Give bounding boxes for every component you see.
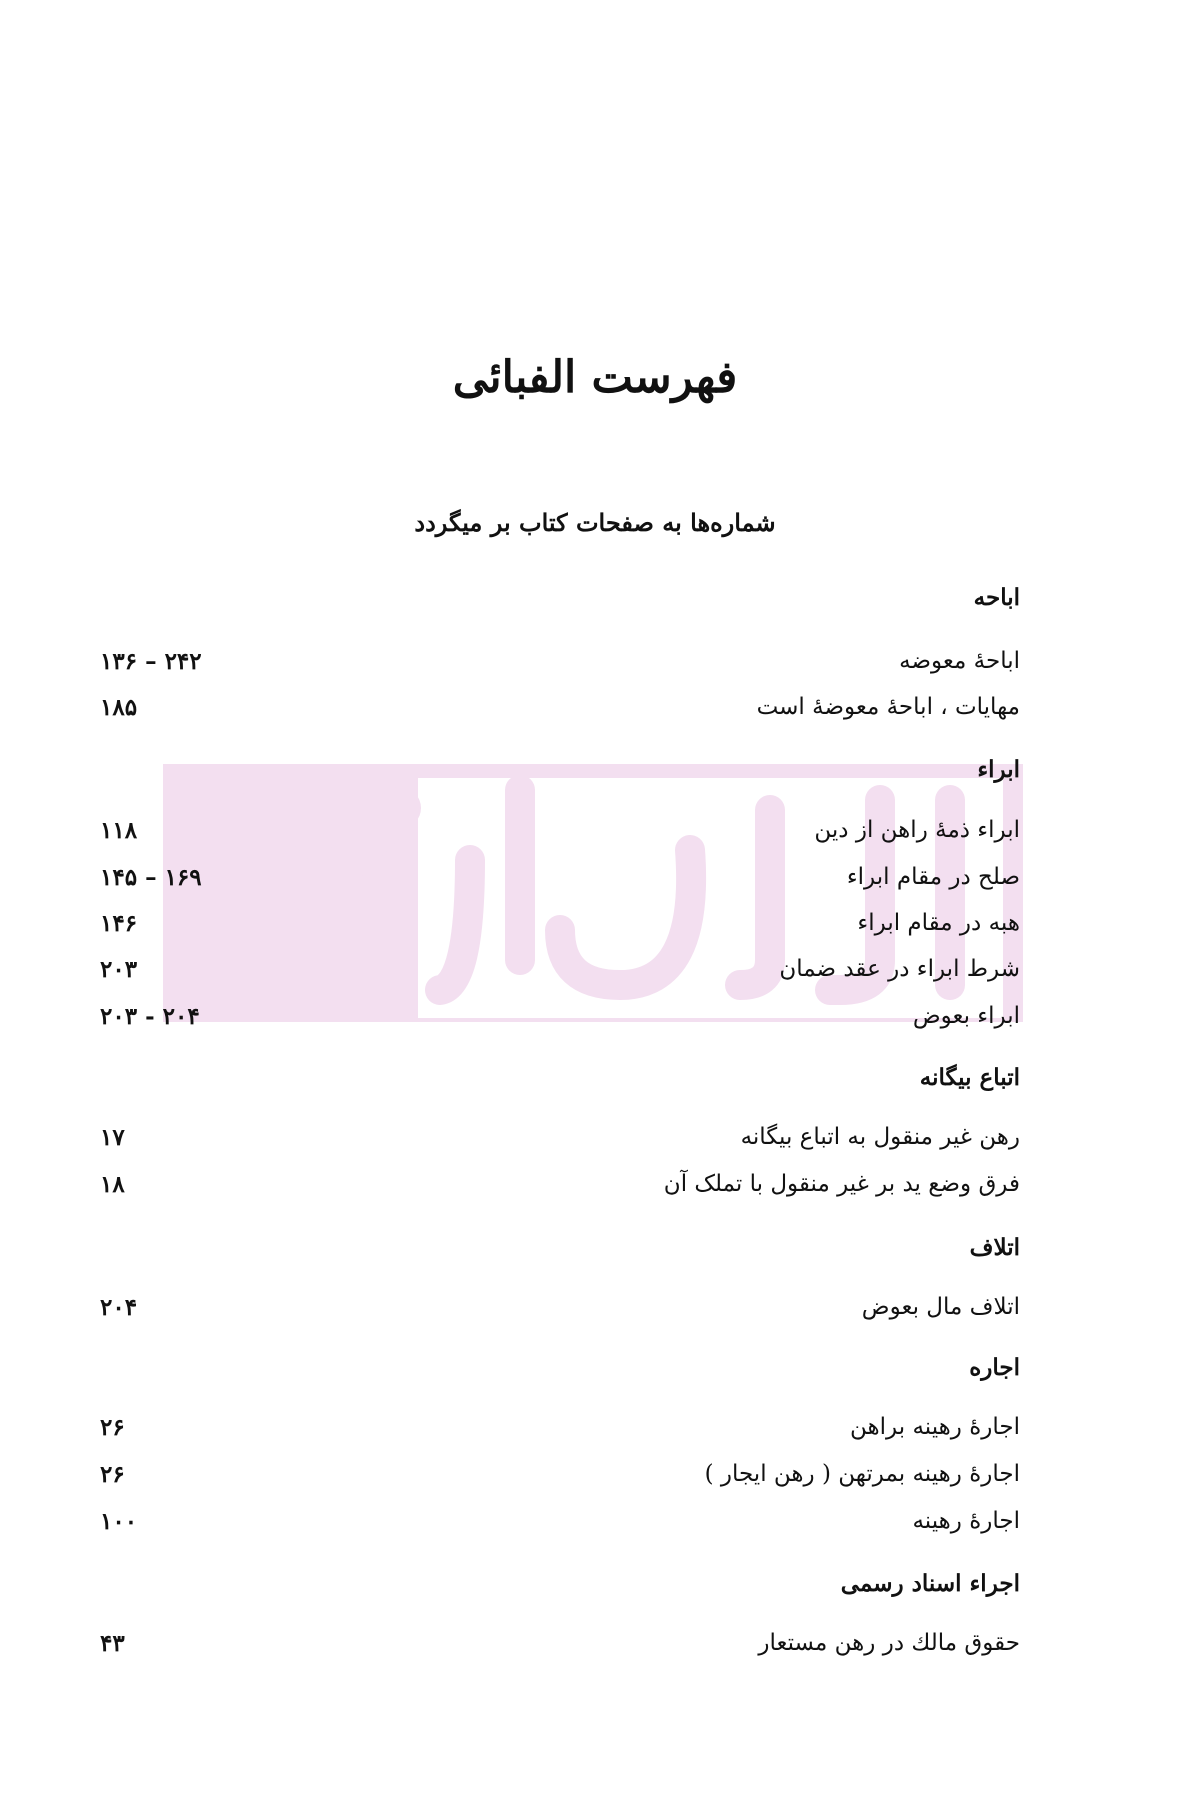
entry-pages: ۱۴۶ — [100, 910, 138, 937]
section-heading: اجراء اسناد رسمی — [840, 1570, 1020, 1597]
entry-text: ابراء بعوض — [912, 1003, 1020, 1029]
section-heading: اجاره — [969, 1354, 1020, 1381]
section-heading: ابراء — [977, 756, 1020, 783]
entry-pages: ۲۰۴ - ۲۰۳ — [100, 1003, 200, 1030]
entry-pages: ۲۶ — [100, 1461, 125, 1488]
section-heading: اتباع بیگانه — [919, 1064, 1020, 1091]
entry-text: اباحهٔ معوضه — [899, 648, 1020, 674]
entry-text: شرط ابراء در عقد ضمان — [779, 956, 1020, 982]
entry-pages: ۲۴۲ – ۱۳۶ — [100, 648, 202, 675]
entry-text: مهایات ، اباحهٔ معوضهٔ است — [756, 694, 1020, 720]
entry-pages: ۱۷ — [100, 1124, 125, 1151]
entry-pages: ۱۱۸ — [100, 817, 138, 844]
entry-text: اجارهٔ رهینه بمرتهن ( رهن ایجار ) — [704, 1461, 1020, 1487]
entry-text: اجارهٔ رهینه براهن — [850, 1414, 1020, 1440]
section-heading: اتلاف — [969, 1234, 1020, 1261]
entry-text: صلح در مقام ابراء — [846, 864, 1020, 890]
entry-pages: ۱۶۹ – ۱۴۵ — [100, 864, 202, 891]
entry-pages: ۴۳ — [100, 1630, 125, 1657]
entry-text: رهن غیر منقول به اتباع بیگانه — [740, 1124, 1020, 1150]
entry-text: حقوق مالك در رهن مستعار — [758, 1630, 1020, 1656]
entry-pages: ۲۶ — [100, 1414, 125, 1441]
entry-pages: ۲۰۴ — [100, 1294, 138, 1321]
page-subtitle: شماره‌ها به صفحات کتاب بر میگردد — [414, 508, 776, 537]
section-heading: اباحه — [973, 584, 1020, 611]
entry-pages: ۲۰۳ — [100, 956, 138, 983]
entry-pages: ۱۸۵ — [100, 694, 138, 721]
page-title: فهرست الفبائی — [452, 352, 738, 403]
entry-text: اجارهٔ رهینه — [912, 1508, 1020, 1534]
entry-text: هبه در مقام ابراء — [857, 910, 1020, 936]
entry-text: ابراء ذمهٔ راهن از دین — [814, 817, 1020, 843]
entry-text: اتلاف مال بعوض — [861, 1294, 1020, 1320]
entry-pages: ۱۸ — [100, 1171, 125, 1198]
entry-pages: ۱۰۰ — [100, 1508, 138, 1535]
entry-text: فرق وضع ید بر غیر منقول با تملک آن — [663, 1171, 1020, 1197]
